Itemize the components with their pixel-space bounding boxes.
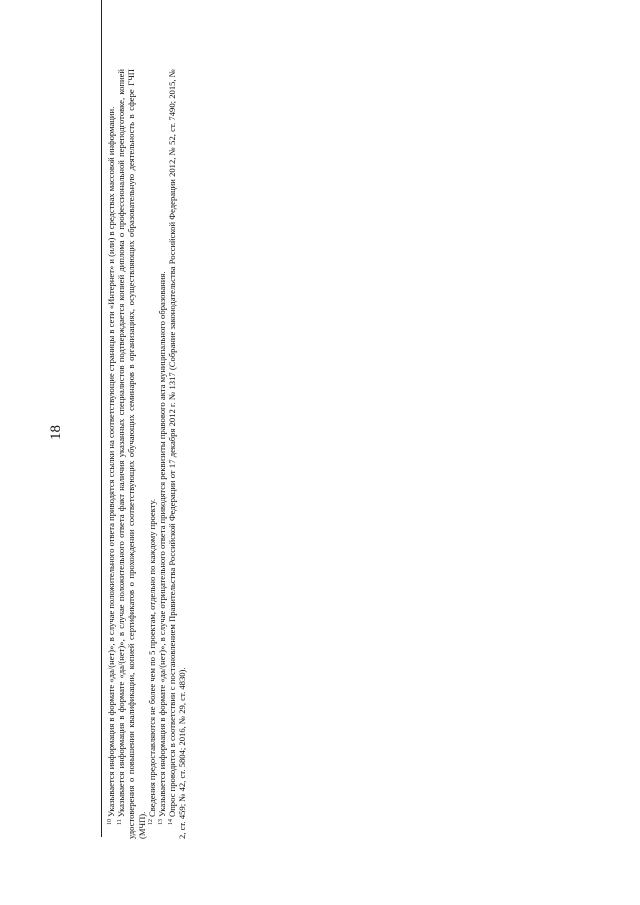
footnote-marker: 10 [107, 819, 113, 825]
footnote-13 [157, 69, 167, 839]
footnote-marker: 14 [168, 819, 175, 825]
footnote-separator-rule [101, 0, 102, 837]
page-number: 18 [48, 425, 64, 440]
footnote-text: Опрос проводится в соответствии с постановлением Правительства Российской Федерации от 17 декабря 2012 г. № 1317 (Собрание законодательства Российской Федерации 2012, № 52, ст. 7490; 2015, № 2, ст. 459; № 42, ст. 5804; 2016, № 29, ст. 4830). [167, 69, 188, 839]
footnote-marker: 11 [117, 819, 124, 825]
footnote-14 [167, 69, 187, 839]
footnote-text: Сведения предоставляются не более чем по 5 проектам, отдельно по каждому проекту. [146, 498, 157, 817]
footnote-marker: 13 [158, 819, 165, 825]
footnote-text: Указывается информация в формате «да/(нет)», в случае положительного ответа приводятся ссылки на соответствующие страницы в сети «Интернет» и (или) в средствах массовой информации. [106, 106, 116, 817]
footnotes-block [106, 69, 188, 839]
footnote-12 [147, 69, 157, 839]
footnote-text: Указывается информация в формате «да/(нет)», в случае положительного ответа факт наличия указанных специалистов подтверждается копией диплома о профессиональной переподготовке, копией удостоверения о повышении квалификации, копией сертификатов о прохождении соответствующих обучающих семинаров в организациях, осуществляющих образовательную деятельность в сфере ГЧП (МЧП). [116, 69, 147, 839]
footnote-marker: 12 [147, 819, 154, 825]
footnote-text: Указывается информация в формате «да/(нет)», в случае отрицательного ответа приводятся реквизиты правового акта муниципального образования. [157, 271, 168, 817]
footnote-10 [106, 69, 116, 839]
footnote-11 [116, 69, 147, 839]
